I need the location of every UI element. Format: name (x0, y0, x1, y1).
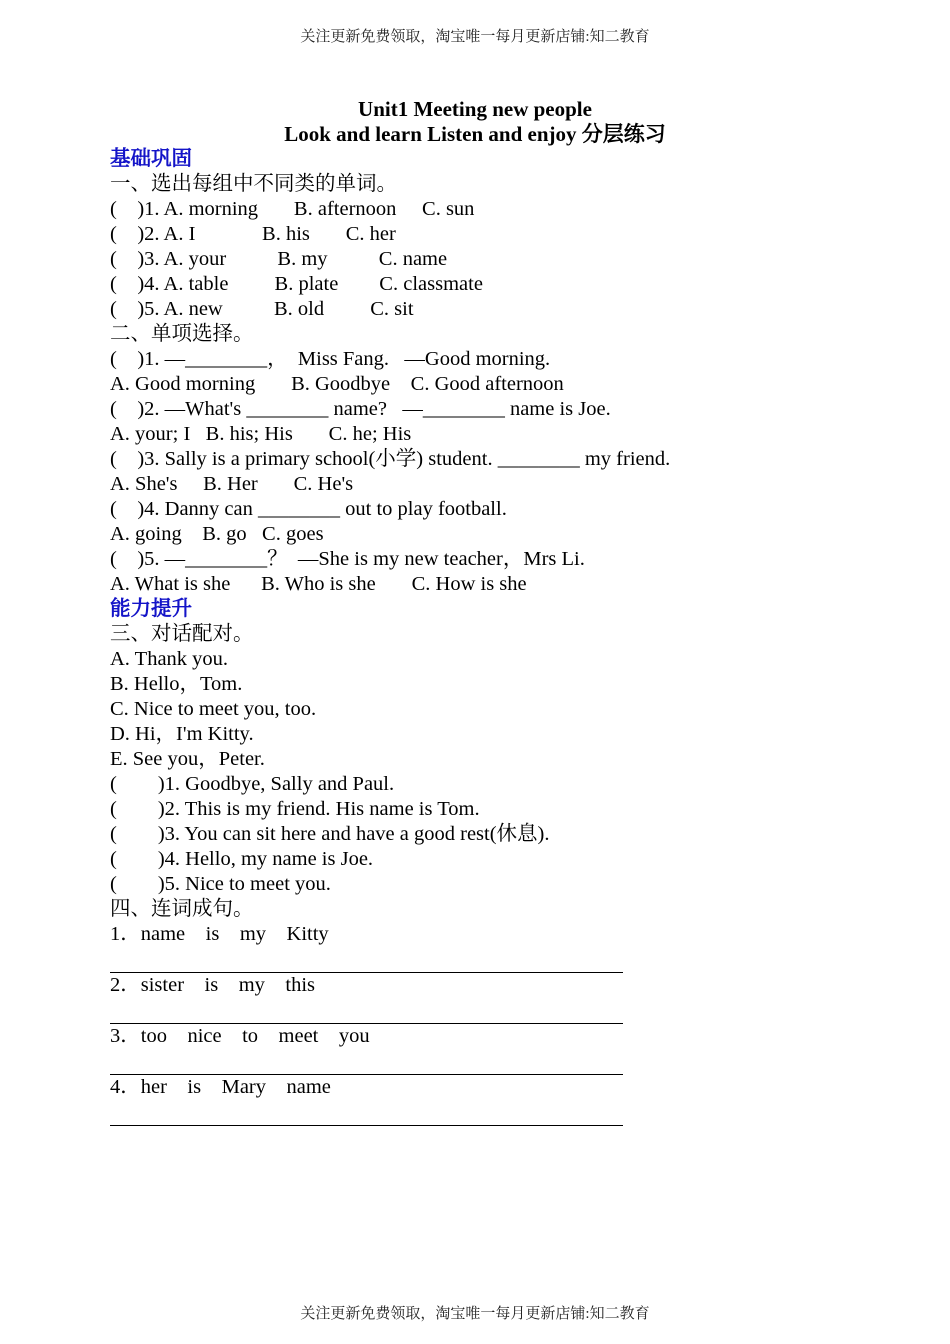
part2-line: A. She's B. Her C. He's (110, 473, 354, 495)
part1-item: ( )3. A. your B. my C. name (110, 248, 448, 270)
part1-heading: 一、选出每组中不同类的单词。 (110, 173, 397, 195)
answer-line[interactable] (110, 947, 623, 973)
part1-item: ( )4. A. table B. plate C. classmate (110, 273, 483, 295)
part1-item: ( )2. A. I B. his C. her (110, 223, 396, 245)
part1-item: ( )5. A. new B. old C. sit (110, 298, 414, 320)
part4-item: 4．her is Mary name (110, 1076, 331, 1098)
part4-item: 3．too nice to meet you (110, 1025, 370, 1047)
part2-line: ( )2. —What's ________ name? —________ name is Joe. (110, 398, 611, 420)
answer-line[interactable] (110, 1100, 623, 1126)
part3-option: E. See you，Peter. (110, 748, 265, 770)
part3-item: ( )5. Nice to meet you. (110, 873, 331, 895)
part2-line: ( )4. Danny can ________ out to play football. (110, 498, 507, 520)
part2-line: A. your; I B. his; His C. he; His (110, 423, 412, 445)
part3-option: A. Thank you. (110, 648, 229, 670)
part4-heading: 四、连词成句。 (110, 898, 254, 920)
title-line-2: Look and learn Listen and enjoy 分层练习 (284, 122, 666, 146)
section-basic: 基础巩固 (110, 148, 192, 170)
part1-item: ( )1. A. morning B. afternoon C. sun (110, 198, 475, 220)
part2-line: A. What is she B. Who is she C. How is she (110, 573, 527, 595)
page-footer: 关注更新免费领取，淘宝唯一每月更新店铺:知二教育 (300, 1306, 650, 1322)
answer-line[interactable] (110, 998, 623, 1024)
part4-item: 1．name is my Kitty (110, 923, 329, 945)
part3-item: ( )1. Goodbye, Sally and Paul. (110, 773, 395, 795)
part3-item: ( )3. You can sit here and have a good rest(休息). (110, 823, 550, 845)
part3-option: B. Hello，Tom. (110, 673, 243, 695)
section-ability: 能力提升 (110, 598, 192, 620)
part3-option: C. Nice to meet you, too. (110, 698, 317, 720)
worksheet (110, 97, 870, 1126)
part2-heading: 二、单项选择。 (110, 323, 254, 345)
answer-line[interactable] (110, 1049, 623, 1075)
part2-line: A. going B. go C. goes (110, 523, 324, 545)
part4-item: 2．sister is my this (110, 974, 316, 996)
part2-line: ( )1. —________， Miss Fang. —Good morning. (110, 348, 551, 370)
part3-item: ( )2. This is my friend. His name is Tom. (110, 798, 480, 820)
part2-line: ( )5. —________？ —She is my new teacher，Mrs Li. (110, 548, 585, 570)
title-line-1: Unit1 Meeting new people (358, 97, 592, 121)
part3-option: D. Hi，I'm Kitty. (110, 723, 254, 745)
part2-line: A. Good morning B. Goodbye C. Good afternoon (110, 373, 564, 395)
part2-line: ( )3. Sally is a primary school(小学) student. ________ my friend. (110, 448, 671, 470)
part3-heading: 三、对话配对。 (110, 623, 254, 645)
part3-item: ( )4. Hello, my name is Joe. (110, 848, 374, 870)
page-header: 关注更新免费领取，淘宝唯一每月更新店铺:知二教育 (300, 29, 650, 45)
